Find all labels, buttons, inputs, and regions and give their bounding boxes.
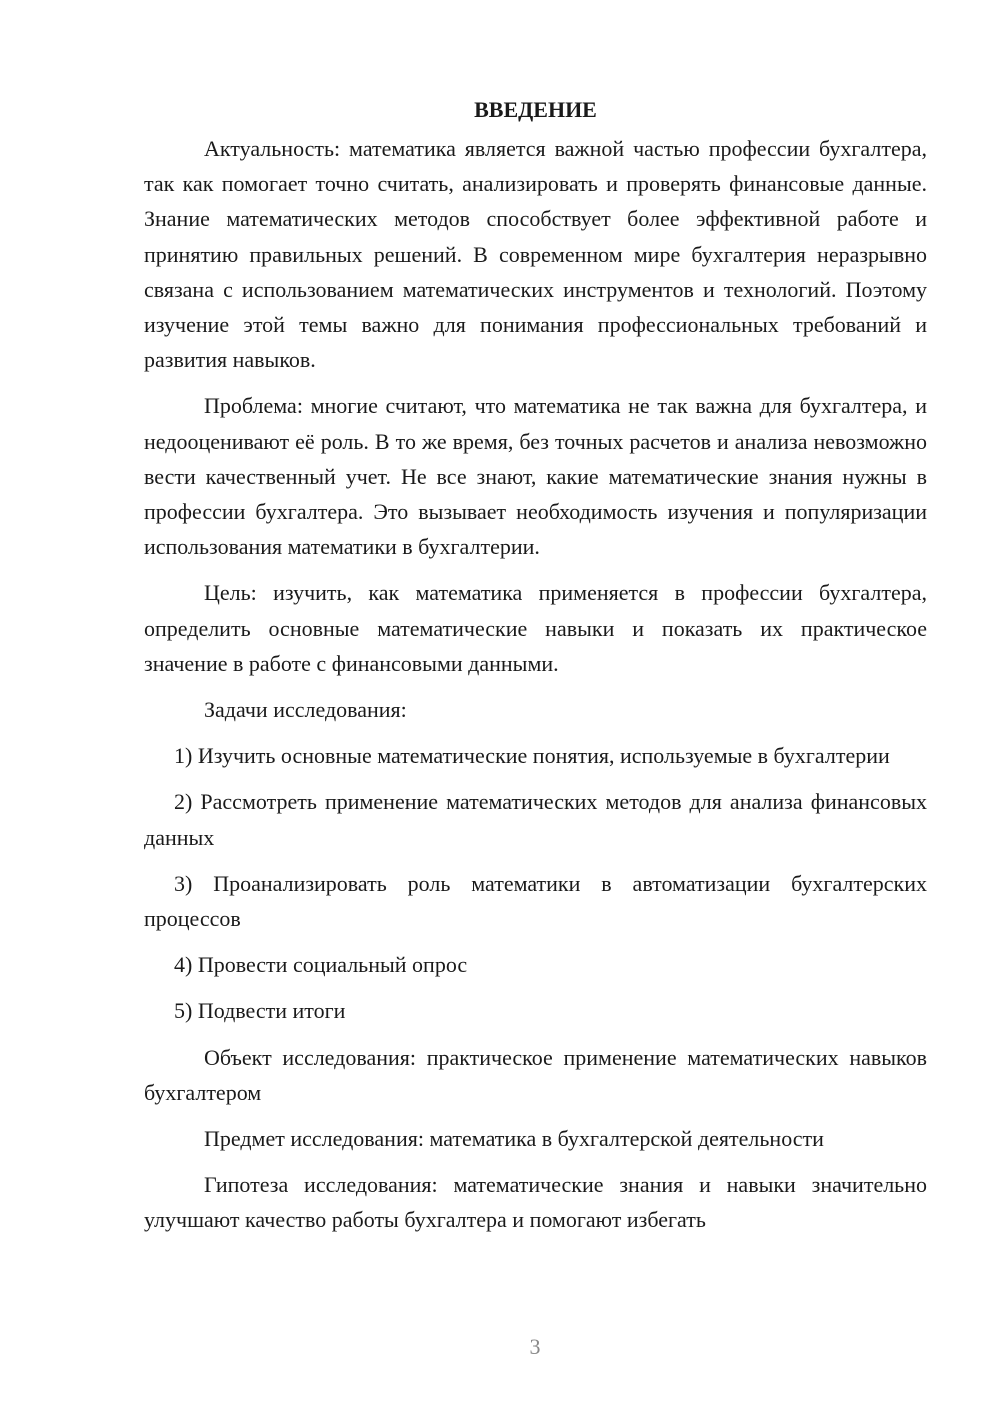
section-title: ВВЕДЕНИЕ [474,97,597,122]
task-item-5: 5) Подвести итоги [174,998,346,1024]
task-item-1: 1) Изучить основные математические понятия, используемые в бухгалтерии [174,743,890,769]
task-item-3: 3) Проанализировать роль математики в автоматизации бухгалтерских процессов [144,870,927,932]
hypothesis-paragraph: Гипотеза исследования: математические знания и навыки значительно улучшают качество работы бухгалтера и помогают избегать [144,1172,927,1233]
relevance-paragraph: Актуальность: математика является важной частью профессии бухгалтера, так как помогает точно считать, анализировать и проверять финансовые данные. Знание математических методов способствует более эффективной работе и принятию правильных решений. В современном мире бухгалтерия неразрывно связана с использованием математических инструментов и технологий. Поэтому изучение этой темы важно для понимания профессиональных требований и развития навыков. [144,136,927,373]
document-page [144,92,927,1249]
goal-paragraph: Цель: изучить, как математика применяется в профессии бухгалтера, определить основные математические навыки и показать их практическое значение в работе с финансовыми данными. [144,580,927,676]
subject-paragraph: Предмет исследования: математика в бухгалтерской деятельности [204,1126,824,1152]
task-item-4: 4) Провести социальный опрос [174,952,468,978]
object-paragraph: Объект исследования: практическое применение математических навыков бухгалтером [144,1044,927,1105]
problem-paragraph: Проблема: многие считают, что математика не так важна для бухгалтера, и недооценивают её роль. В то же время, без точных расчетов и анализа невозможно вести качественный учет. Не все знают, какие математические знания нужны в профессии бухгалтера. Это вызывает необходимость изучения и популяризации использования математики в бухгалтерии. [144,393,927,560]
page-number: 3 [529,1334,541,1359]
tasks-heading: Задачи исследования: [204,697,407,723]
task-item-2: 2) Рассмотреть применение математических методов для анализа финансовых данных [144,789,927,850]
